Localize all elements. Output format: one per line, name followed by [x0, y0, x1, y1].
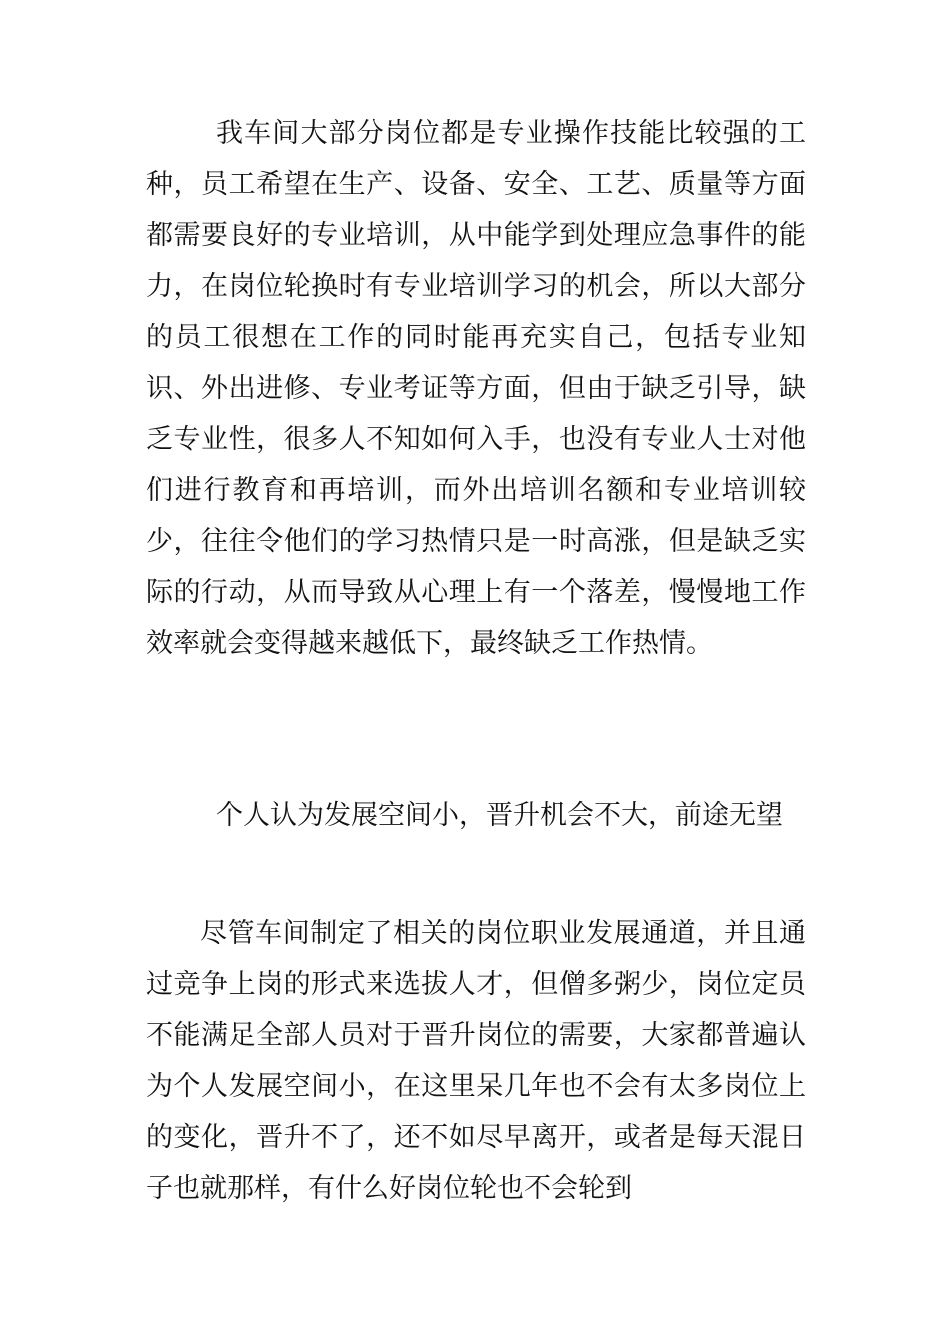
body-paragraph: 尽管车间制定了相关的岗位职业发展通道，并且通过竞争上岗的形式来选拔人才，但僧多粥少，岗位定员不能满足全部人员对于晋升岗位的需要，大家都普遍认为个人发展空间小，在这里呆几年也不会有太多岗位上的变化，晋升不了，还不如尽早离开，或者是每天混日子也就那样，有什么好岗位轮也不会轮到	[146, 918, 806, 1204]
body-paragraph: 我车间大部分岗位都是专业操作技能比较强的工种，员工希望在生产、设备、安全、工艺、质量等方面都需要良好的专业培训，从中能学到处理应急事件的能力，在岗位轮换时有专业培训学习的机会，所以大部分的员工很想在工作的同时能再充实自己，包括专业知识、外出进修、专业考证等方面，但由于缺乏引导，缺乏专业性，很多人不知如何入手，也没有专业人士对他们进行教育和再培训，而外出培训名额和专业培训较少，往往令他们的学习热情只是一时高涨，但是缺乏实际的行动，从而导致从心理上有一个落差，慢慢地工作效率就会变得越来越低下，最终缺乏工作热情。	[146, 118, 806, 659]
section-heading: 个人认为发展空间小，晋升机会不大，前途无望	[216, 800, 783, 831]
